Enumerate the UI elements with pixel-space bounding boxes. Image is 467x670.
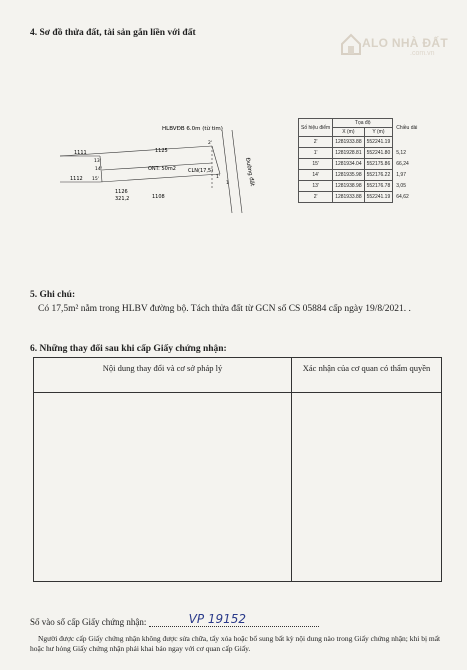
point-2p: 2' xyxy=(208,141,213,146)
watermark-logo xyxy=(340,30,465,70)
point-1: 1 xyxy=(226,181,229,186)
cell-y: 552175.86 xyxy=(364,159,393,170)
cell-length: 3,05 xyxy=(396,183,406,189)
cell-y: 552241.19 xyxy=(364,137,393,148)
header-y: Y (m) xyxy=(364,128,393,137)
table-row xyxy=(299,192,420,203)
point-13p: 13' xyxy=(94,159,101,164)
table-row xyxy=(299,137,420,148)
table-row xyxy=(299,148,420,159)
changes-content-cell xyxy=(34,393,292,582)
header-length: Chiều dài xyxy=(396,124,418,131)
parcel-1126-area: 321,2 xyxy=(115,196,130,202)
changes-table xyxy=(33,357,442,582)
cell-y: 552176.22 xyxy=(364,170,393,181)
cell-x: 1281928.81 xyxy=(333,148,364,159)
cell-x: 1281935.98 xyxy=(333,170,364,181)
cell-point: 14' xyxy=(299,170,333,181)
cell-length: 66,24 xyxy=(396,161,409,167)
section-5-title: 5. Ghi chú: xyxy=(30,290,76,300)
section-5-note: Có 17,5m² nằm trong HLBV đường bộ. Tách thửa đất từ GCN số CS 05884 cấp ngày 19/8/2021. . xyxy=(38,304,411,314)
cell-x: 1281933.88 xyxy=(333,192,364,203)
point-14p: 14' xyxy=(95,167,102,172)
parcel-diagram xyxy=(60,118,290,228)
table-row xyxy=(299,159,420,170)
cell-x: 1281933.88 xyxy=(333,137,364,148)
point-15p: 15' xyxy=(92,177,99,182)
header-coord-group: Tọa độ xyxy=(333,119,393,128)
table-row xyxy=(299,170,420,181)
road-name-label: Đường đất xyxy=(244,157,255,187)
house-icon xyxy=(340,32,362,56)
changes-col-confirmation: Xác nhận của cơ quan có thẩm quyền xyxy=(292,358,442,393)
cell-length: 5,12 xyxy=(396,150,406,156)
cell-y: 552176.78 xyxy=(364,181,393,192)
changes-col-content: Nội dung thay đổi và cơ sở pháp lý xyxy=(34,358,292,393)
header-x: X (m) xyxy=(333,128,364,137)
parcel-1125: 1125 xyxy=(155,148,168,154)
table-row xyxy=(299,181,420,192)
section-6-title: 6. Những thay đổi sau khi cấp Giấy chứng nhận: xyxy=(30,344,227,354)
point-1p: 1' xyxy=(216,175,221,180)
cell-point: 15' xyxy=(299,159,333,170)
parcel-cln: CLN(17,5) xyxy=(188,168,214,174)
cell-point: 1' xyxy=(299,148,333,159)
section-4-title: 4. Sơ đồ thửa đất, tài sản gắn liền với đất xyxy=(30,28,196,38)
parcel-1111: 1111 xyxy=(74,150,87,156)
parcel-1108: 1108 xyxy=(152,194,165,200)
cell-x: 1281934.04 xyxy=(333,159,364,170)
cell-y: 552241.19 xyxy=(364,192,393,203)
header-point-no: Số hiệu điểm xyxy=(299,119,333,137)
parcel-1126: 1126 xyxy=(115,189,128,195)
cell-x: 1281938.98 xyxy=(333,181,364,192)
parcel-main-ont: ONT: 50m2 xyxy=(148,166,176,172)
road-buffer-label: HLBVĐB 6.0m (từ tim) xyxy=(162,126,223,132)
footer-note: Người được cấp Giấy chứng nhận không được sửa chữa, tẩy xóa hoặc bổ sung bất kỳ nội dung nào trong Giấy chứng nhận; khi bị mất hoặc hư hỏng Giấy chứng nhận phải khai báo ngay với cơ quan cấp Giấy. xyxy=(30,634,441,653)
parcel-1112: 1112 xyxy=(70,176,83,182)
registry-number: VP 19152 xyxy=(188,612,247,626)
cell-point: 13' xyxy=(299,181,333,192)
watermark-sub: .com.vn xyxy=(410,50,435,57)
registry-label: Số vào sổ cấp Giấy chứng nhận: xyxy=(30,617,147,627)
cell-length: 1,97 xyxy=(396,172,406,178)
cell-point: 2' xyxy=(299,192,333,203)
cell-length xyxy=(393,137,420,148)
coordinate-table xyxy=(298,118,419,203)
watermark-brand: ALO NHÀ ĐẤT xyxy=(362,36,448,50)
registry-dots xyxy=(149,612,319,627)
cell-length: 64,62 xyxy=(396,194,409,200)
registry-line xyxy=(30,612,319,627)
changes-confirmation-cell xyxy=(292,393,442,582)
cell-y: 552241.80 xyxy=(364,148,393,159)
cell-point: 2' xyxy=(299,137,333,148)
